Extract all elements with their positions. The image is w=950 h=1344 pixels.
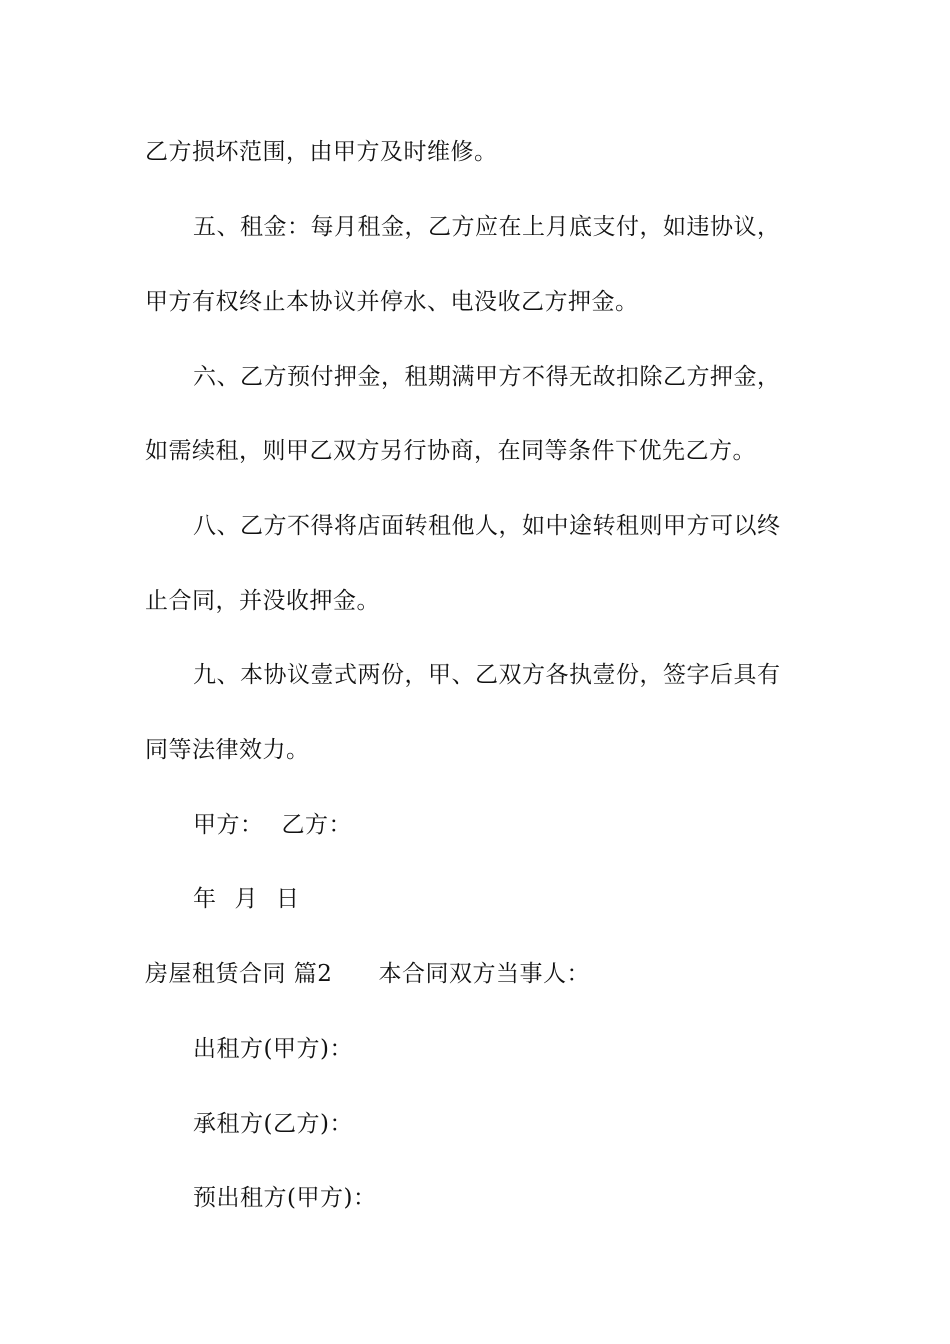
party-a-signature-label: 甲方： — [193, 812, 264, 838]
date-day: 日 — [276, 886, 300, 912]
paragraph-line: 六、乙方预付押金，租期满甲方不得无故扣除乙方押金， — [193, 364, 781, 390]
party-b-signature-label: 乙方： — [281, 812, 352, 838]
paragraph-line: 甲方有权终止本协议并停水、电没收乙方押金。 — [145, 289, 639, 315]
paragraph-line: 九、本协议壹式两份，甲、乙双方各执壹份，签字后具有 — [193, 662, 781, 688]
section-heading-line — [145, 959, 590, 989]
signature-line — [193, 810, 352, 840]
section-title: 房屋租赁合同 篇2 — [145, 961, 333, 987]
paragraph-line: 同等法律效力。 — [145, 737, 310, 763]
date-line — [193, 884, 300, 914]
paragraph-line: 如需续租，则甲乙双方另行协商，在同等条件下优先乙方。 — [145, 438, 756, 464]
paragraph-line: 八、乙方不得将店面转租他人，如中途转租则甲方可以终 — [193, 513, 781, 539]
paragraph-line: 五、租金：每月租金，乙方应在上月底支付，如违协议， — [193, 214, 781, 240]
paragraph-line: 止合同，并没收押金。 — [145, 588, 380, 614]
pre-lessor-label: 预出租方(甲方)： — [193, 1185, 377, 1211]
paragraph-line: 乙方损坏范围，由甲方及时维修。 — [145, 139, 498, 165]
lessor-label: 出租方(甲方)： — [193, 1036, 353, 1062]
date-month: 月 — [234, 886, 258, 912]
date-year: 年 — [193, 886, 217, 912]
lessee-label: 承租方(乙方)： — [193, 1111, 353, 1137]
section-intro: 本合同双方当事人： — [378, 961, 590, 987]
